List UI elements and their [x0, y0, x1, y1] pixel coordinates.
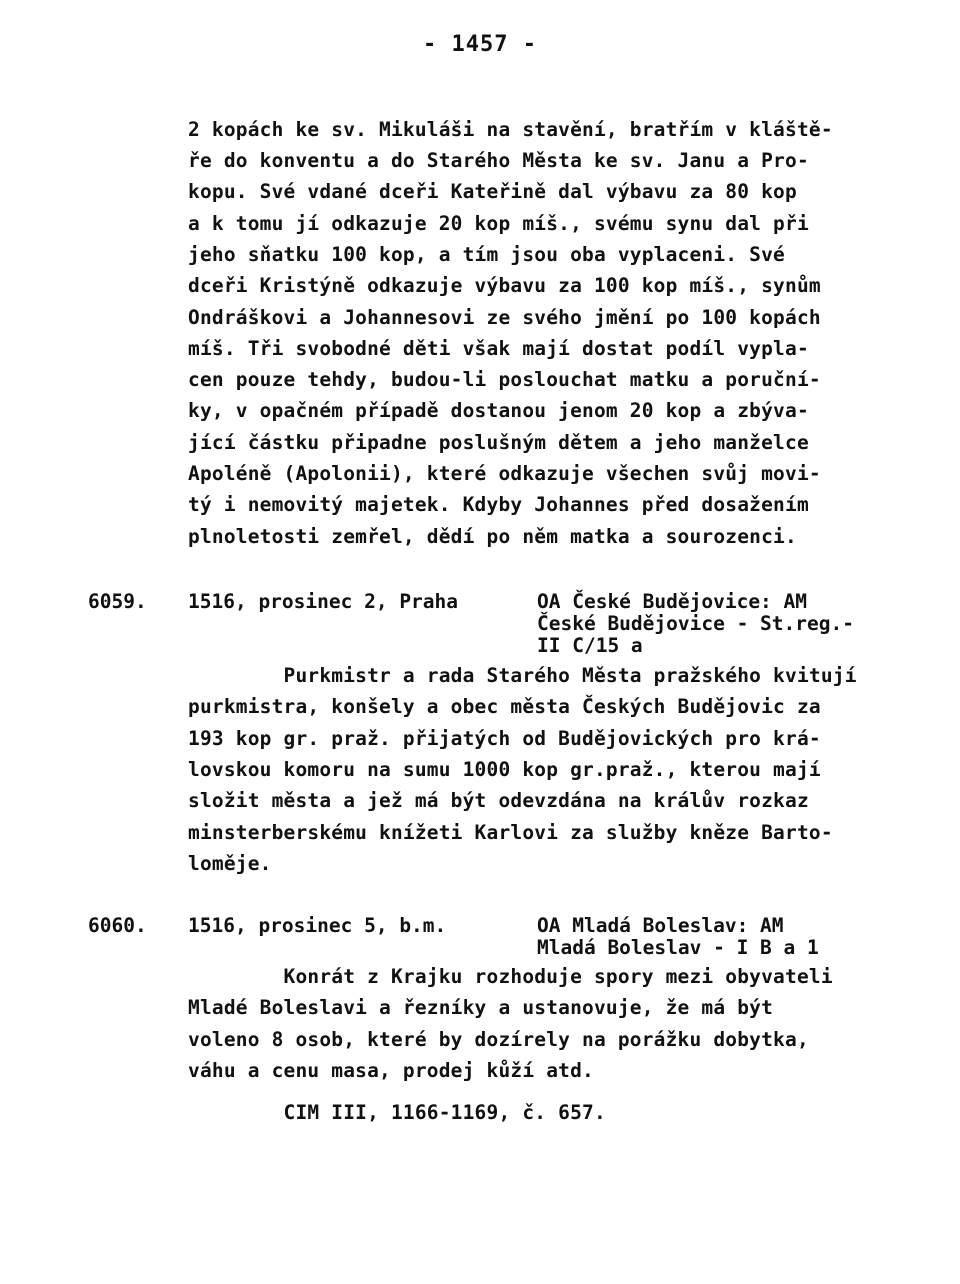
text-line: Mladé Boleslavi a řezníky a ustanovuje, že má být — [188, 996, 774, 1019]
text-line: složit města a jež má být odevzdána na králův rozkaz — [188, 789, 809, 812]
text-line: cen pouze tehdy, budou-li poslouchat matku a poruční- — [188, 368, 821, 391]
text-line: 2 kopách ke sv. Mikuláši na stavění, bratřím v kláště- — [188, 118, 833, 141]
entry-source-line: České Budějovice - St.reg.- — [537, 612, 854, 635]
text-line: voleno 8 osob, které by dozírely na porážku dobytka, — [188, 1028, 809, 1051]
entry-source-line: OA Mladá Boleslav: AM — [537, 914, 784, 937]
text-line: plnoletosti zemřel, dědí po něm matka a sourozenci. — [188, 525, 797, 548]
entry-date-place: 1516, prosinec 5, b.m. — [188, 914, 447, 937]
text-line: ky, v opačném případě dostanou jenom 20 kop a zbýva- — [188, 399, 809, 422]
entry-date-place: 1516, prosinec 2, Praha — [188, 590, 459, 613]
entry-source-line: II C/15 a — [537, 634, 643, 657]
text-line: jící částku připadne poslušným dětem a jeho manželce — [188, 431, 809, 454]
text-line: lovskou komoru na sumu 1000 kop gr.praž., kterou mají — [188, 758, 821, 781]
text-line: váhu a cenu masa, prodej kůží atd. — [188, 1059, 594, 1082]
citation-line: CIM III, 1166-1169, č. 657. — [188, 1101, 606, 1124]
text-line: Konrát z Krajku rozhoduje spory mezi obyvateli — [188, 965, 833, 988]
text-line: jeho sňatku 100 kop, a tím jsou oba vyplaceni. Své — [188, 243, 785, 266]
text-line: Purkmistr a rada Starého Města pražského kvitují — [188, 664, 857, 687]
text-line: dceři Kristýně odkazuje výbavu za 100 kop míš., synům — [188, 274, 821, 297]
entry-source-line: OA České Budějovice: AM — [537, 590, 808, 613]
text-line: a k tomu jí odkazuje 20 kop míš., svému synu dal při — [188, 212, 809, 235]
text-line: Ondráškovi a Johannesovi ze svého jmění po 100 kopách — [188, 306, 821, 329]
text-line: kopu. Své vdané dceři Kateřině dal výbavu za 80 kop — [188, 180, 797, 203]
text-line: minsterberskému knížeti Karlovi za služby kněze Barto- — [188, 821, 833, 844]
text-line: 193 kop gr. praž. přijatých od Budějovických pro krá- — [188, 727, 821, 750]
text-line: purkmistra, konšely a obec města Českých Budějovic za — [188, 695, 821, 718]
page-number: - 1457 - — [423, 32, 537, 57]
entry-source-line: Mladá Boleslav - I B a 1 — [537, 936, 819, 959]
entry-number: 6060. — [88, 914, 147, 937]
text-line: tý i nemovitý majetek. Kdyby Johannes před dosažením — [188, 493, 809, 516]
text-line: Apoléně (Apolonii), které odkazuje všechen svůj movi- — [188, 462, 821, 485]
text-line: míš. Tři svobodné děti však mají dostat podíl vypla- — [188, 337, 809, 360]
text-line: ře do konventu a do Starého Města ke sv. Janu a Pro- — [188, 149, 809, 172]
entry-number: 6059. — [88, 590, 147, 613]
text-line: loměje. — [188, 852, 272, 875]
